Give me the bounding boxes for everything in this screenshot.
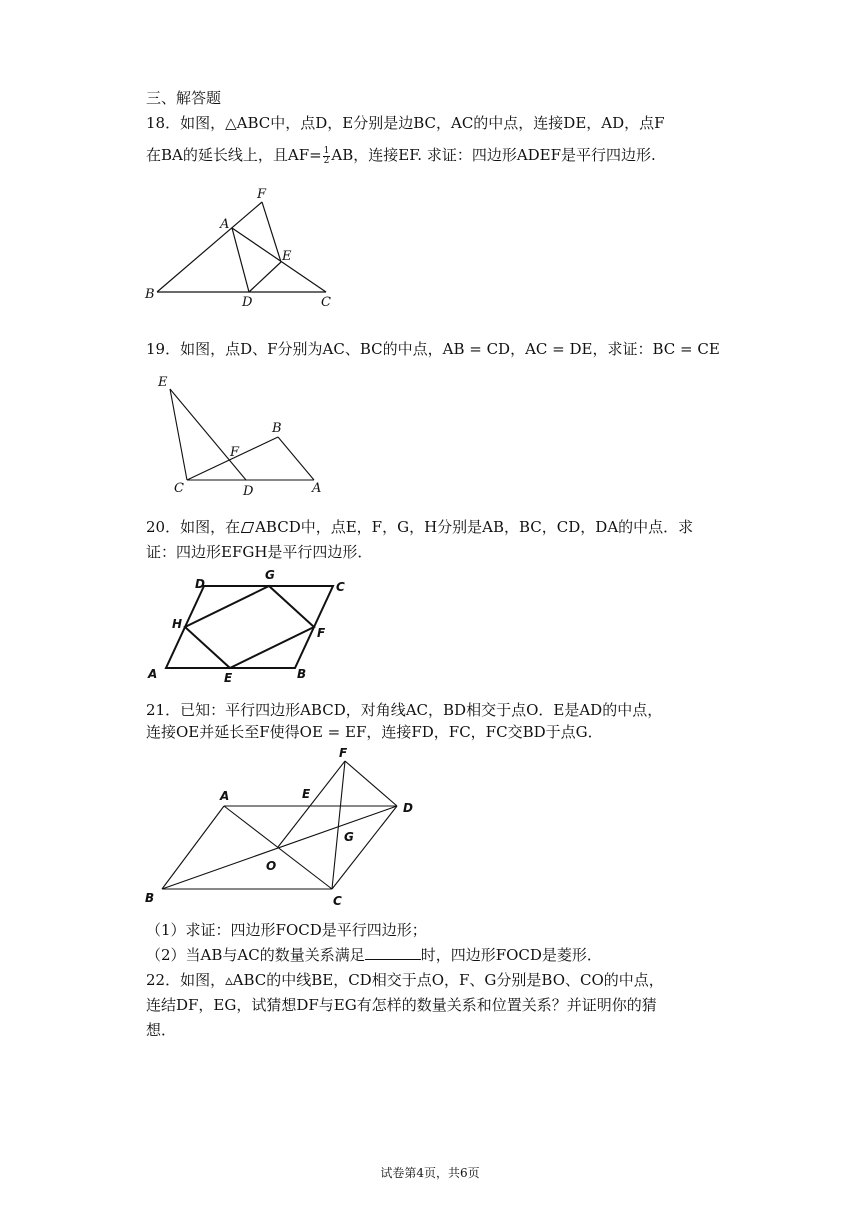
q20-label-g: G [265, 568, 275, 582]
q21-label-f: F [339, 746, 348, 760]
page-footer: 试卷第4页，共6页 [380, 1166, 480, 1180]
q20-label-h: H [172, 617, 183, 631]
q18-figure [140, 182, 350, 312]
q19-figure [150, 372, 330, 502]
q20-figure [140, 568, 360, 683]
q18-label-e: E [282, 249, 292, 264]
q18-frac-num: 1 [323, 145, 330, 156]
answer-blank[interactable] [365, 945, 421, 960]
q20-line2: 证：四边形EFGH是平行四边形． [146, 543, 373, 561]
q19-label-d: D [243, 484, 254, 499]
q21-figure [140, 742, 440, 907]
q18-fraction [323, 147, 331, 166]
q21-line1: 21．已知：平行四边形ABCD，对角线AC，BD相交于点O．E是AD的中点， [146, 701, 663, 719]
q22-line1: 22．如图，▵ABC的中线BE，CD相交于点O，F、G分别是BO、CO的中点， [146, 971, 664, 989]
q21-segment-ab [162, 806, 224, 889]
q20-label-d: D [195, 577, 205, 591]
q21-label-b: B [145, 891, 155, 905]
q22-line3: 想． [146, 1021, 177, 1039]
q21-segment-dc [332, 806, 397, 889]
q21-part2 [146, 945, 602, 965]
q21-label-g: G [344, 830, 354, 844]
q21-segment-bd [162, 806, 397, 889]
q18-label-f: F [257, 187, 267, 202]
q20-line1 [146, 517, 693, 537]
q18-line2-pre: 在BA的延长线上，且AF= [146, 146, 322, 164]
section-title: 三、解答题 [146, 89, 222, 107]
q21-label-d: D [403, 801, 413, 815]
q21-label-e: E [302, 787, 311, 801]
parallelogram-symbol-icon [241, 522, 254, 532]
q18-segment-fe [262, 202, 281, 262]
q22-line2: 连结DF，EG，试猜想DF与EG有怎样的数量关系和位置关系？并证明你的猜 [146, 996, 657, 1014]
q19-segment-ec [170, 389, 187, 480]
q18-frac-den: 2 [323, 155, 330, 166]
q19-label-e: E [158, 375, 168, 390]
q21-segment-of [278, 761, 345, 847]
q20-quadrilateral-efgh [185, 586, 314, 668]
q20-label-f: F [317, 626, 326, 640]
q19-label-a: A [312, 481, 322, 496]
q20-label-a: A [148, 667, 158, 681]
q18-label-c: C [321, 295, 331, 310]
q21-label-c: C [333, 894, 342, 908]
q19-segment-ba [278, 437, 314, 480]
q21-part2-post: 时，四边形FOCD是菱形． [420, 946, 602, 964]
q18-line2-post: AB，连接EF. 求证：四边形ADEF是平行四边形. [331, 146, 656, 164]
q20-line1-post: ABCD中，点E，F，G，H分别是AB，BC，CD，DA的中点．求 [255, 518, 694, 536]
q21-label-a: A [220, 789, 230, 803]
q18-line2 [146, 145, 656, 166]
q19-label-c: C [174, 481, 184, 496]
q19-label-f: F [230, 445, 240, 460]
q18-segment-de [249, 262, 281, 292]
q21-label-o: O [266, 859, 277, 873]
q18-line1: 18．如图，△ABC中，点D，E分别是边BC，AC的中点，连接DE，AD，点F [146, 114, 665, 132]
q21-part2-pre: （2）当AB与AC的数量关系满足 [146, 946, 365, 964]
q18-label-d: D [242, 295, 253, 310]
q18-label-b: B [145, 287, 155, 302]
q20-label-b: B [297, 667, 307, 681]
q20-line1-pre: 20．如图，在 [146, 518, 241, 536]
q20-label-e: E [224, 671, 233, 685]
q18-label-a: A [220, 217, 230, 232]
q18-segment-bf [157, 202, 262, 292]
q21-segment-fd [345, 761, 397, 806]
q19-segment-ed [170, 389, 246, 480]
q19-line1: 19．如图，点D、F分别为AC、BC的中点，AB = CD，AC = DE，求证：BC = CE [146, 340, 720, 358]
q19-label-b: B [272, 421, 282, 436]
q20-label-c: C [336, 580, 345, 594]
q21-part1: （1）求证：四边形FOCD是平行四边形； [146, 921, 427, 939]
q20-parallelogram-abcd [166, 586, 333, 668]
q21-line2: 连接OE并延长至F使得OE = EF，连接FD，FC，FC交BD于点G． [146, 723, 603, 741]
